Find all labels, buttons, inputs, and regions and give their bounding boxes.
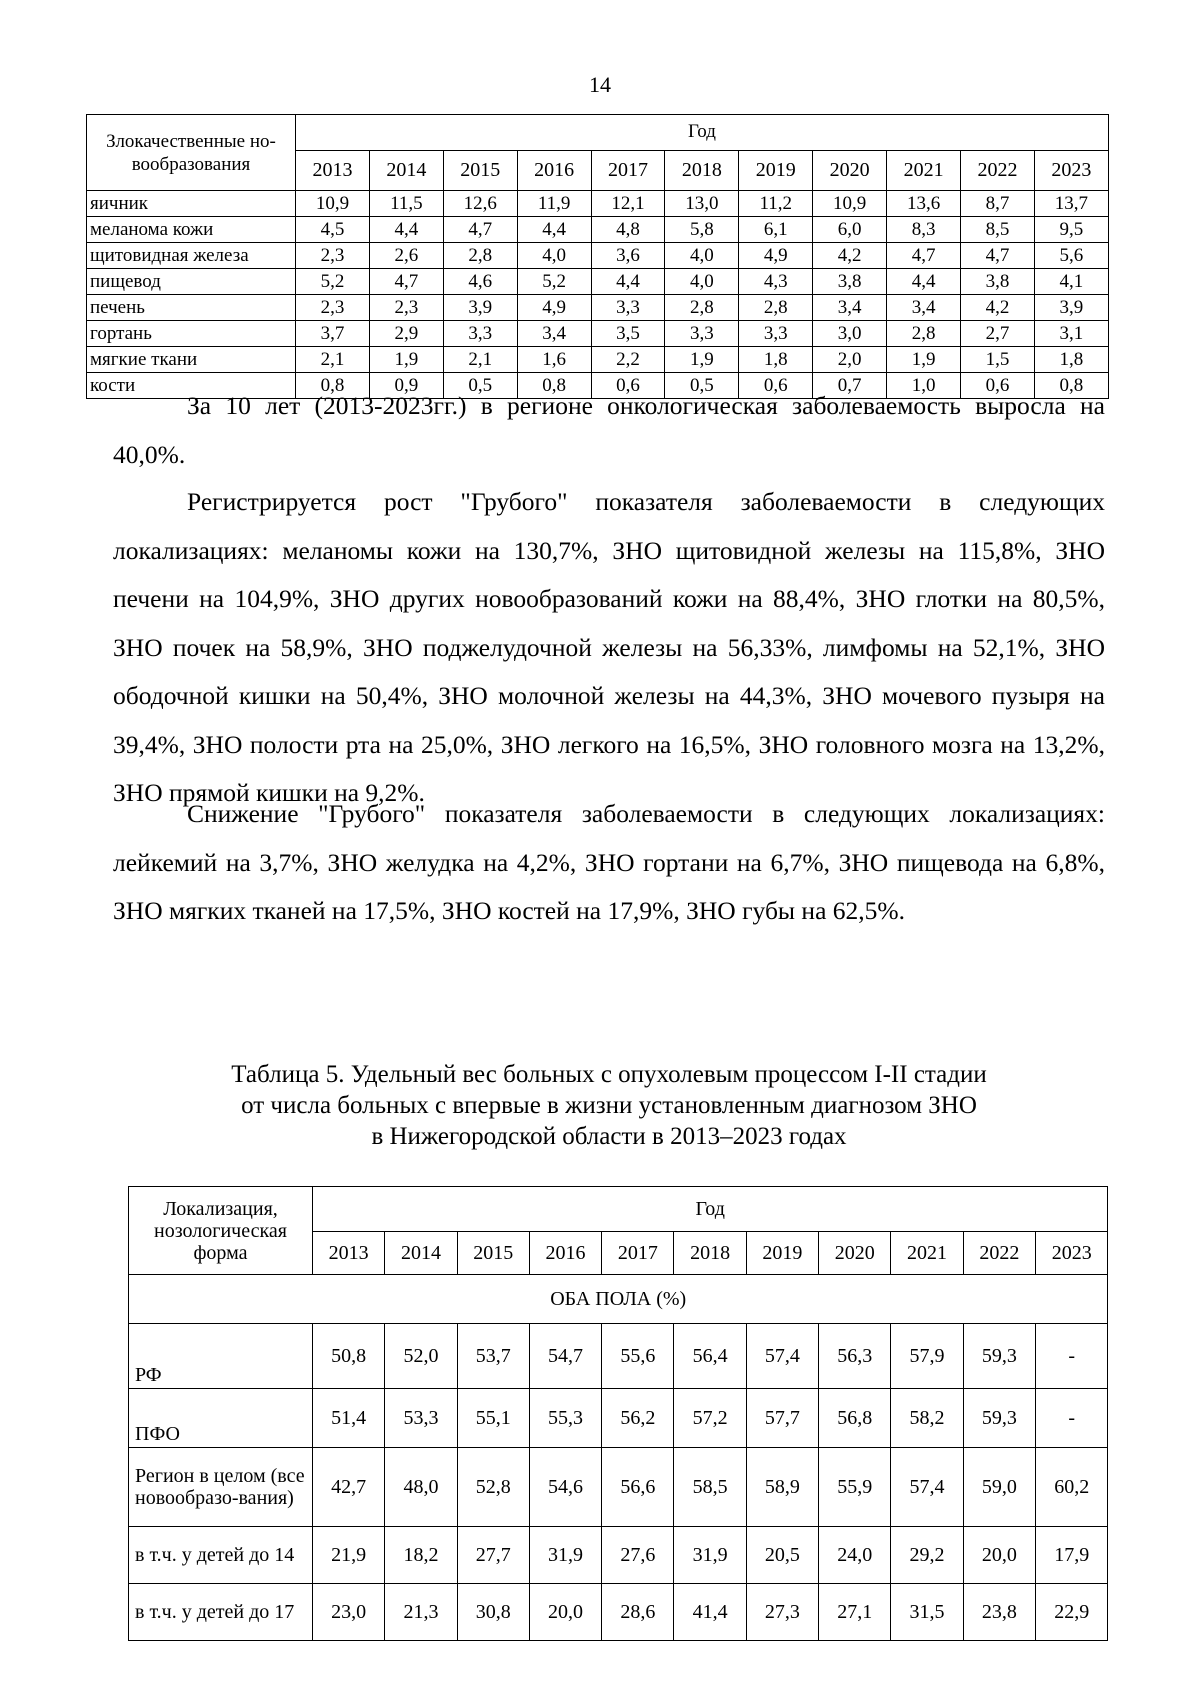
row-label: в т.ч. у детей до 14 — [129, 1527, 313, 1584]
value-cell: - — [1035, 1389, 1107, 1448]
value-cell: 4,3 — [739, 269, 813, 295]
value-cell: 59,3 — [963, 1324, 1035, 1389]
value-cell: 0,9 — [369, 373, 443, 399]
value-cell: 3,6 — [591, 243, 665, 269]
value-cell: 58,2 — [891, 1389, 963, 1448]
value-cell: 1,5 — [961, 347, 1035, 373]
value-cell: 23,0 — [313, 1584, 385, 1641]
row-label: меланома кожи — [87, 217, 296, 243]
value-cell: 3,4 — [813, 295, 887, 321]
year-cell: 2013 — [313, 1232, 385, 1275]
value-cell: 3,9 — [1034, 295, 1108, 321]
caption-line: Таблица 5. Удельный вес больных с опухолевым процессом I-II стадии — [231, 1061, 987, 1088]
value-cell: 58,5 — [674, 1448, 746, 1527]
year-cell: 2018 — [674, 1232, 746, 1275]
value-cell: 11,9 — [517, 191, 591, 217]
row-label: мягкие ткани — [87, 347, 296, 373]
value-cell: 2,3 — [369, 295, 443, 321]
value-cell: 0,8 — [517, 373, 591, 399]
value-cell: 3,4 — [887, 295, 961, 321]
value-cell: 13,0 — [665, 191, 739, 217]
value-cell: 22,9 — [1035, 1584, 1107, 1641]
value-cell: 0,7 — [813, 373, 887, 399]
table-row — [87, 243, 1109, 269]
value-cell: 2,8 — [739, 295, 813, 321]
value-cell: 4,7 — [369, 269, 443, 295]
value-cell: 53,7 — [457, 1324, 529, 1389]
value-cell: 2,7 — [961, 321, 1035, 347]
row-label: ПФО — [129, 1389, 313, 1448]
value-cell: 10,9 — [296, 191, 370, 217]
value-cell: 27,3 — [746, 1584, 818, 1641]
value-cell: 56,3 — [819, 1324, 891, 1389]
paragraph-decrease-localizations: Снижение "Грубого" показателя заболеваемости в следующих локализациях: лейкемий на 3,7%, ЗНО желудка на 4,2%, ЗНО гортани на 6,7%, ЗНО пищевода на 6,8%, ЗНО мягких тканей на 17,5%, ЗНО костей на 17,9%, ЗНО губы на 62,5%. — [113, 799, 1105, 925]
table-row — [87, 347, 1109, 373]
row-label: в т.ч. у детей до 17 — [129, 1584, 313, 1641]
value-cell: 59,0 — [963, 1448, 1035, 1527]
value-cell: 2,8 — [443, 243, 517, 269]
value-cell: 57,9 — [891, 1324, 963, 1389]
value-cell: 0,6 — [961, 373, 1035, 399]
value-cell: 27,7 — [457, 1527, 529, 1584]
row-label: Регион в целом (все новообразо-вания) — [129, 1448, 313, 1527]
value-cell: 3,8 — [813, 269, 887, 295]
value-cell: 2,3 — [296, 295, 370, 321]
value-cell: 24,0 — [819, 1527, 891, 1584]
value-cell: 4,0 — [517, 243, 591, 269]
year-cell: 2021 — [891, 1232, 963, 1275]
value-cell: 5,6 — [1034, 243, 1108, 269]
value-cell: 4,7 — [887, 243, 961, 269]
table-row — [87, 217, 1109, 243]
value-cell: 28,6 — [602, 1584, 674, 1641]
value-cell: 4,8 — [591, 217, 665, 243]
value-cell: 4,2 — [813, 243, 887, 269]
table-row — [129, 1448, 1108, 1527]
value-cell: 4,9 — [739, 243, 813, 269]
value-cell: 4,2 — [961, 295, 1035, 321]
value-cell: 51,4 — [313, 1389, 385, 1448]
value-cell: 4,7 — [961, 243, 1035, 269]
value-cell: 2,0 — [813, 347, 887, 373]
row-label: печень — [87, 295, 296, 321]
value-cell: 2,1 — [296, 347, 370, 373]
year-cell: 2021 — [887, 150, 961, 190]
value-cell: 20,0 — [529, 1584, 601, 1641]
value-cell: 21,3 — [385, 1584, 457, 1641]
value-cell: 41,4 — [674, 1584, 746, 1641]
incidence-table — [86, 114, 1109, 399]
value-cell: 4,6 — [443, 269, 517, 295]
year-cell: 2015 — [457, 1232, 529, 1275]
value-cell: 3,8 — [961, 269, 1035, 295]
value-cell: 0,6 — [739, 373, 813, 399]
row-label: РФ — [129, 1324, 313, 1389]
value-cell: 1,6 — [517, 347, 591, 373]
value-cell: 56,8 — [819, 1389, 891, 1448]
year-cell: 2022 — [963, 1232, 1035, 1275]
section-header-both-sexes: ОБА ПОЛА (%) — [129, 1275, 1108, 1324]
value-cell: 59,3 — [963, 1389, 1035, 1448]
value-cell: 2,6 — [369, 243, 443, 269]
year-cell: 2014 — [385, 1232, 457, 1275]
caption-line: в Нижегородской области в 2013–2023 годах — [371, 1123, 847, 1150]
table-row — [129, 1584, 1108, 1641]
value-cell: 21,9 — [313, 1527, 385, 1584]
value-cell: 31,5 — [891, 1584, 963, 1641]
value-cell: 55,9 — [819, 1448, 891, 1527]
value-cell: 52,8 — [457, 1448, 529, 1527]
value-cell: 0,5 — [665, 373, 739, 399]
value-cell: 3,0 — [813, 321, 887, 347]
value-cell: 4,9 — [517, 295, 591, 321]
value-cell: 4,7 — [443, 217, 517, 243]
caption-line: от числа больных с впервые в жизни установленным диагнозом ЗНО — [241, 1092, 977, 1119]
value-cell: 3,7 — [296, 321, 370, 347]
value-cell: 57,4 — [746, 1324, 818, 1389]
value-cell: 9,5 — [1034, 217, 1108, 243]
year-cell: 2023 — [1035, 1232, 1107, 1275]
value-cell: 4,1 — [1034, 269, 1108, 295]
value-cell: 2,8 — [665, 295, 739, 321]
value-cell: 57,2 — [674, 1389, 746, 1448]
value-cell: 13,7 — [1034, 191, 1108, 217]
value-cell: 29,2 — [891, 1527, 963, 1584]
value-cell: 1,9 — [887, 347, 961, 373]
value-cell: 53,3 — [385, 1389, 457, 1448]
value-cell: 4,0 — [665, 243, 739, 269]
value-cell: 2,8 — [887, 321, 961, 347]
value-cell: 3,3 — [443, 321, 517, 347]
table-row — [87, 295, 1109, 321]
value-cell: 1,8 — [1034, 347, 1108, 373]
value-cell: 1,9 — [665, 347, 739, 373]
value-cell: 4,4 — [369, 217, 443, 243]
value-cell: 6,1 — [739, 217, 813, 243]
value-cell: 2,1 — [443, 347, 517, 373]
row-label: яичник — [87, 191, 296, 217]
value-cell: 0,8 — [1034, 373, 1108, 399]
value-cell: 3,4 — [517, 321, 591, 347]
value-cell: 2,2 — [591, 347, 665, 373]
value-cell: 0,8 — [296, 373, 370, 399]
value-cell: 1,0 — [887, 373, 961, 399]
value-cell: 13,6 — [887, 191, 961, 217]
value-cell: 54,6 — [529, 1448, 601, 1527]
table-row — [87, 191, 1109, 217]
value-cell: 0,5 — [443, 373, 517, 399]
row-label: щитовидная железа — [87, 243, 296, 269]
value-cell: 4,0 — [665, 269, 739, 295]
table-row — [129, 1527, 1108, 1584]
year-cell: 2016 — [529, 1232, 601, 1275]
row-label: пищевод — [87, 269, 296, 295]
value-cell: 5,8 — [665, 217, 739, 243]
year-cell: 2017 — [591, 150, 665, 190]
value-cell: 5,2 — [517, 269, 591, 295]
value-cell: 27,1 — [819, 1584, 891, 1641]
value-cell: 3,9 — [443, 295, 517, 321]
value-cell: 60,2 — [1035, 1448, 1107, 1527]
value-cell: 50,8 — [313, 1324, 385, 1389]
value-cell: 58,9 — [746, 1448, 818, 1527]
value-cell: 56,6 — [602, 1448, 674, 1527]
value-cell: 6,0 — [813, 217, 887, 243]
row-label: кости — [87, 373, 296, 399]
page-number: 14 — [589, 72, 611, 97]
value-cell: 11,2 — [739, 191, 813, 217]
value-cell: 8,3 — [887, 217, 961, 243]
year-cell: 2015 — [443, 150, 517, 190]
year-cell: 2019 — [739, 150, 813, 190]
value-cell: 12,1 — [591, 191, 665, 217]
value-cell: 31,9 — [674, 1527, 746, 1584]
value-cell: 20,0 — [963, 1527, 1035, 1584]
year-cell: 2022 — [961, 150, 1035, 190]
value-cell: 11,5 — [369, 191, 443, 217]
stage-share-table — [128, 1186, 1108, 1641]
value-cell: 57,4 — [891, 1448, 963, 1527]
year-cell: 2017 — [602, 1232, 674, 1275]
value-cell: 3,1 — [1034, 321, 1108, 347]
value-cell: 3,3 — [591, 295, 665, 321]
table-row — [87, 269, 1109, 295]
value-cell: 2,9 — [369, 321, 443, 347]
value-cell: 4,5 — [296, 217, 370, 243]
year-cell: 2018 — [665, 150, 739, 190]
value-cell: 20,5 — [746, 1527, 818, 1584]
value-cell: 8,5 — [961, 217, 1035, 243]
value-cell: 4,4 — [591, 269, 665, 295]
value-cell: 12,6 — [443, 191, 517, 217]
table5-caption — [113, 1059, 1105, 1152]
year-cell: 2019 — [746, 1232, 818, 1275]
year-cell: 2020 — [813, 150, 887, 190]
value-cell: 3,5 — [591, 321, 665, 347]
row-label: гортань — [87, 321, 296, 347]
year-cell: 2023 — [1034, 150, 1108, 190]
value-cell: 5,2 — [296, 269, 370, 295]
table1-header-year: Год — [296, 115, 1109, 151]
table2-header-year: Год — [313, 1187, 1108, 1232]
table1-header-label: Злокачественные но-вообразования — [87, 115, 296, 191]
value-cell: 55,6 — [602, 1324, 674, 1389]
value-cell: 30,8 — [457, 1584, 529, 1641]
value-cell: 8,7 — [961, 191, 1035, 217]
value-cell: 55,1 — [457, 1389, 529, 1448]
value-cell: 0,6 — [591, 373, 665, 399]
value-cell: 4,4 — [887, 269, 961, 295]
value-cell: 57,7 — [746, 1389, 818, 1448]
paragraph-growth-total: За 10 лет (2013-2023гг.) в регионе онкологическая заболеваемость выросла на 40,0%. — [113, 391, 1105, 469]
value-cell: 55,3 — [529, 1389, 601, 1448]
value-cell: 3,3 — [665, 321, 739, 347]
table-row — [129, 1389, 1108, 1448]
value-cell: 10,9 — [813, 191, 887, 217]
value-cell: 1,9 — [369, 347, 443, 373]
year-cell: 2016 — [517, 150, 591, 190]
value-cell: 56,4 — [674, 1324, 746, 1389]
year-cell: 2013 — [296, 150, 370, 190]
table-row — [87, 321, 1109, 347]
value-cell: 42,7 — [313, 1448, 385, 1527]
value-cell: 1,8 — [739, 347, 813, 373]
year-cell: 2014 — [369, 150, 443, 190]
year-cell: 2020 — [819, 1232, 891, 1275]
paragraph-growth-localizations: Регистрируется рост "Грубого" показателя заболеваемости в следующих локализациях: меланомы кожи на 130,7%, ЗНО щитовидной железы на 115,8%, ЗНО печени на 104,9%, ЗНО других новообразований кожи на 88,4%, ЗНО глотки на 80,5%, ЗНО почек на 58,9%, ЗНО поджелудочной железы на 56,33%, лимфомы на 52,1%, ЗНО ободочной кишки на 50,4%, ЗНО молочной железы на 44,3%, ЗНО мочевого пузыря на 39,4%, ЗНО полости рта на 25,0%, ЗНО легкого на 16,5%, ЗНО головного мозга на 13,2%, ЗНО прямой кишки на 9,2%. — [113, 487, 1105, 807]
value-cell: 56,2 — [602, 1389, 674, 1448]
value-cell: 18,2 — [385, 1527, 457, 1584]
value-cell: - — [1035, 1324, 1107, 1389]
value-cell: 4,4 — [517, 217, 591, 243]
value-cell: 31,9 — [529, 1527, 601, 1584]
value-cell: 27,6 — [602, 1527, 674, 1584]
value-cell: 54,7 — [529, 1324, 601, 1389]
value-cell: 2,3 — [296, 243, 370, 269]
value-cell: 23,8 — [963, 1584, 1035, 1641]
table2-header-label: Локализация, нозологическая форма — [129, 1187, 313, 1275]
value-cell: 3,3 — [739, 321, 813, 347]
table-row — [129, 1324, 1108, 1389]
value-cell: 52,0 — [385, 1324, 457, 1389]
value-cell: 48,0 — [385, 1448, 457, 1527]
value-cell: 17,9 — [1035, 1527, 1107, 1584]
